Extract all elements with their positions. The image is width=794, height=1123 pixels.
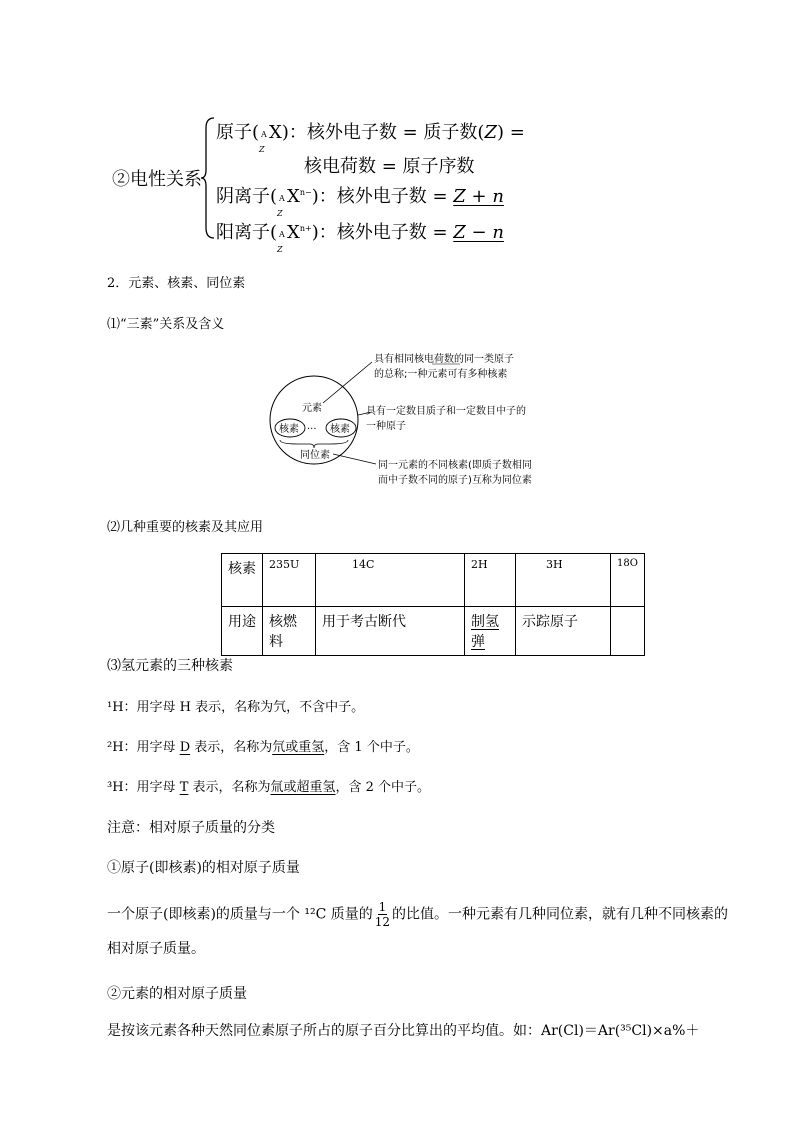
fraction-numerator: 1 [378,900,387,914]
note-p1-text: 一个原子(即核素)的质量与一个 ¹²C 质量的 $\frac{1}{12}$ 的比值。一种元素有几种同位素，就有几种不同核素的 [107,900,729,929]
table-cell: 核燃料 [263,607,316,656]
hydrogen-protium: ¹H：用字母 H 表示，名称为氕，不含中子。 [107,700,365,715]
table-cell: 用于考古断代 [316,607,465,656]
diagram-nuclide-left: 核素 [279,424,299,435]
electric-label: ②电性关系 [112,169,202,190]
hydrogen-deuterium: ²H：用字母 D 表示，名称为氘或重氢，含 1 个中子。 [107,740,419,755]
table-cell: 2H [465,554,516,607]
section-heading: 2．元素、核素、同位素 [107,276,246,291]
diagram-element-label: 元素 [302,403,322,414]
table-cell: 235U [263,554,316,607]
table-cell: 14C [316,554,465,607]
table-cell: 18O [611,554,645,607]
note-p2-title: ②元素的相对原子质量 [107,986,247,1002]
atom-relation-line2: 核电荷数 = 原子序数 [304,156,475,177]
table-row [222,554,645,607]
table-cell [611,607,645,656]
nuclide-table [221,553,645,656]
subheading-hydrogen: ⑶氢元素的三种核素 [107,658,233,674]
diagram-note3-line1: 同一元素的不同核素(即质子数相同 [378,460,532,471]
subheading-three-elements: ⑴“三素”关系及含义 [107,317,225,332]
hydrogen-tritium: ³H：用字母 T 表示，名称为氚或超重氢，含 2 个中子。 [107,780,431,795]
diagram-note3-line2: 而中子数不同的原子)互称为同位素 [378,475,532,486]
diagram-note2-line2: 一种原子 [366,421,406,432]
anion-relation: 阴离子( A Z $X^{n-}$)：核外电子数 = Z + n [216,186,504,218]
note-title: 注意：相对原子质量的分类 [107,820,275,836]
table-cell: 核素 [222,554,263,607]
note-p1-continuation: 相对原子质量。 [107,941,205,957]
note-p2-text: 是按该元素各种天然同位素原子所占的原子百分比算出的平均值。如：Ar(Cl)＝Ar(³⁵Cl)×a%＋ [107,1023,700,1039]
table-cell: 3H [516,554,611,607]
left-brace-icon [200,116,216,241]
table-row [222,607,645,656]
note-p1-title: ①原子(即核素)的相对原子质量 [107,860,300,876]
diagram-dots: ··· [307,424,317,435]
diagram-note1-line2: 的总称;一种元素可有多种核素 [374,369,508,380]
diagram-nuclide-right: 核素 [330,424,350,435]
subheading-important-nuclides: ⑵几种重要的核素及其应用 [107,520,264,535]
table-cell: 用途 [222,607,263,656]
diagram-note1-line1: 具有相同核电荷数的同一类原子 [374,354,514,365]
fraction-denominator: 12 [374,915,391,929]
cation-relation: 阳离子( A Z $X^{n+}$)：核外电子数 = Z − n [216,222,504,254]
diagram-isotope-label: 同位素 [300,450,330,461]
diagram-note2-line1: 具有一定数目质子和一定数目中子的 [366,406,526,417]
element-nuclide-isotope-diagram [268,348,558,488]
table-cell: 制氢弹 [465,607,516,656]
table-cell: 示踪原子 [516,607,611,656]
atom-relation: 原子( A Z X)：核外电子数 = 质子数(Z) = [216,122,525,154]
